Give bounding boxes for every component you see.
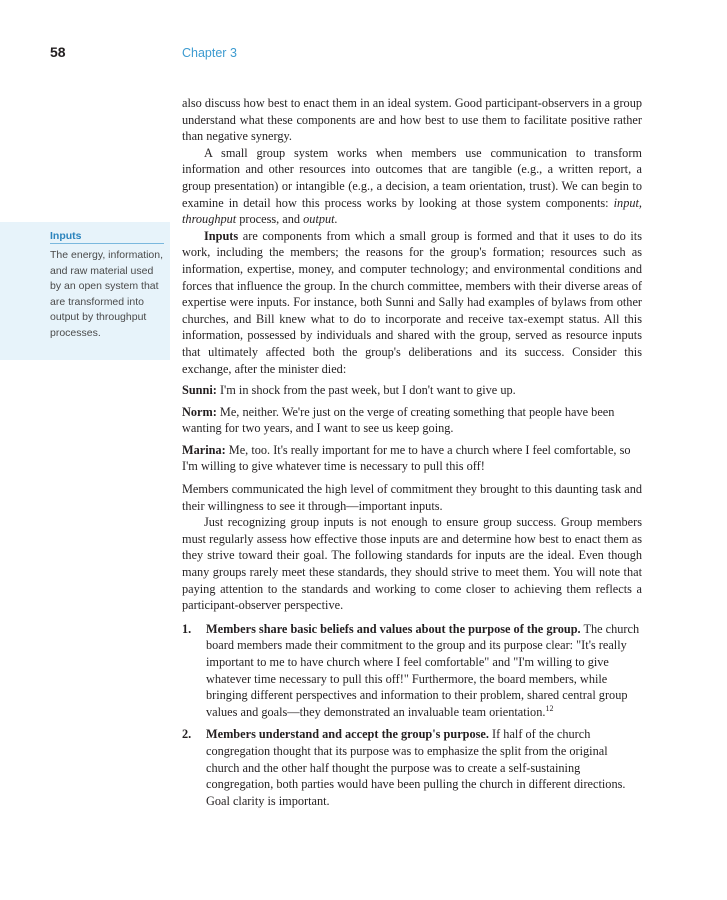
list-text: If half of the church congregation thought that its purpose was to emphasize the split from the original church and the other half thought the purpose was to create a self-sustaining congregation, both parties would have been pulling the church in different directions. Goal clarity is important. [206, 727, 626, 808]
list-number: 1. [182, 621, 192, 636]
standards-list [182, 621, 642, 810]
paragraph-3-text: are components from which a small group is formed and that it uses to do its work, including the members; the reasons for the group's formation; resources such as information, expertise, money, and computer technology; and environmental conditions and forces that influence the group. In the church committee, members with their diverse areas of expertise were inputs. For instance, both Sunni and Sally had examples of bylaws from other churches, and Bill knew what to do to incorporate and receive tax-exempt status. All this information, possessed by individuals and shared with the group, served as resource inputs that ultimately affected both the group's deliberations and its success. Consider this exchange, after the minister died: [182, 228, 642, 376]
dialogue-text: I'm in shock from the past week, but I don't want to give up. [216, 383, 516, 398]
paragraph-5: Just recognizing group inputs is not enough to ensure group success. Group members must regularly assess how effective those inputs are and determine how best to enact them as they strive toward their goal. The following standards for inputs are the ideal. Even though many groups rarely meet these standards, they should strive to meet them. You will note that paying attention to the standards and working to come closer to achieving them reflects a participant-observer perspective. [182, 515, 642, 613]
chapter-label: Chapter 3 [182, 46, 237, 60]
list-item [182, 621, 642, 721]
body-text [182, 95, 642, 815]
dialogue-block [182, 382, 642, 475]
paragraph-2-emphasis-2: output. [303, 212, 338, 227]
margin-note-divider [50, 243, 164, 244]
dialogue-line [182, 404, 642, 437]
list-heading: Members share basic beliefs and values about the purpose of the group. [206, 621, 581, 636]
dialogue-text: Me, too. It's really important for me to have a church where I feel comfortable, so I'm willing to give whatever time is necessary to pull this off! [182, 442, 631, 474]
paragraph-3-term: Inputs [204, 228, 239, 243]
margin-note-term: Inputs [50, 230, 82, 242]
footnote-ref: 12 [545, 703, 554, 713]
paragraph-4: Members communicated the high level of commitment they brought to this daunting task and their willingness to see it through—important inputs. [182, 482, 642, 513]
dialogue-speaker: Sunni: [182, 383, 217, 398]
list-item [182, 726, 642, 809]
paragraph-2-text: A small group system works when members use communication to transform information and other resources into outcomes that are tangible (e.g., a written report, a group presentation) or intangible (e.g., a decision, a team orientation, trust). We can begin to examine in detail how this process works by looking at those system components: [182, 145, 642, 210]
dialogue-speaker: Marina: [182, 442, 226, 457]
paragraph-2 [182, 145, 642, 228]
dialogue-line [182, 382, 642, 399]
list-heading: Members understand and accept the group's purpose. [206, 727, 489, 742]
margin-note-definition: The energy, information, and raw material used by an open system that are transformed into output by throughput processes. [50, 249, 164, 339]
paragraph-3 [182, 228, 642, 377]
dialogue-line [182, 442, 642, 475]
list-text: The church board members made their commitment to the group and its purpose clear: "It's really important to me to have church where I feel comfortable" and "I'm willing to give whatever time necessary to pull this off!" Furthermore, the board members, while bringing different perspectives and information to their problem, shared central group values and goals—they demonstrated an invaluable team orientation. [206, 621, 640, 719]
dialogue-speaker: Norm: [182, 404, 217, 419]
paragraph-2-mid: process, and [236, 212, 304, 227]
list-number: 2. [182, 727, 192, 742]
page-number: 58 [50, 44, 66, 60]
paragraph-2-emphasis-1: input, throughput [182, 195, 642, 227]
dialogue-text: Me, neither. We're just on the verge of creating something that people have been wanting for two years, and I want to see us keep going. [182, 404, 615, 436]
paragraph-1: also discuss how best to enact them in an ideal system. Good participant-observers in a group understand what these components are and how best to use them to facilitate positive rather than negative synergy. [182, 96, 642, 144]
